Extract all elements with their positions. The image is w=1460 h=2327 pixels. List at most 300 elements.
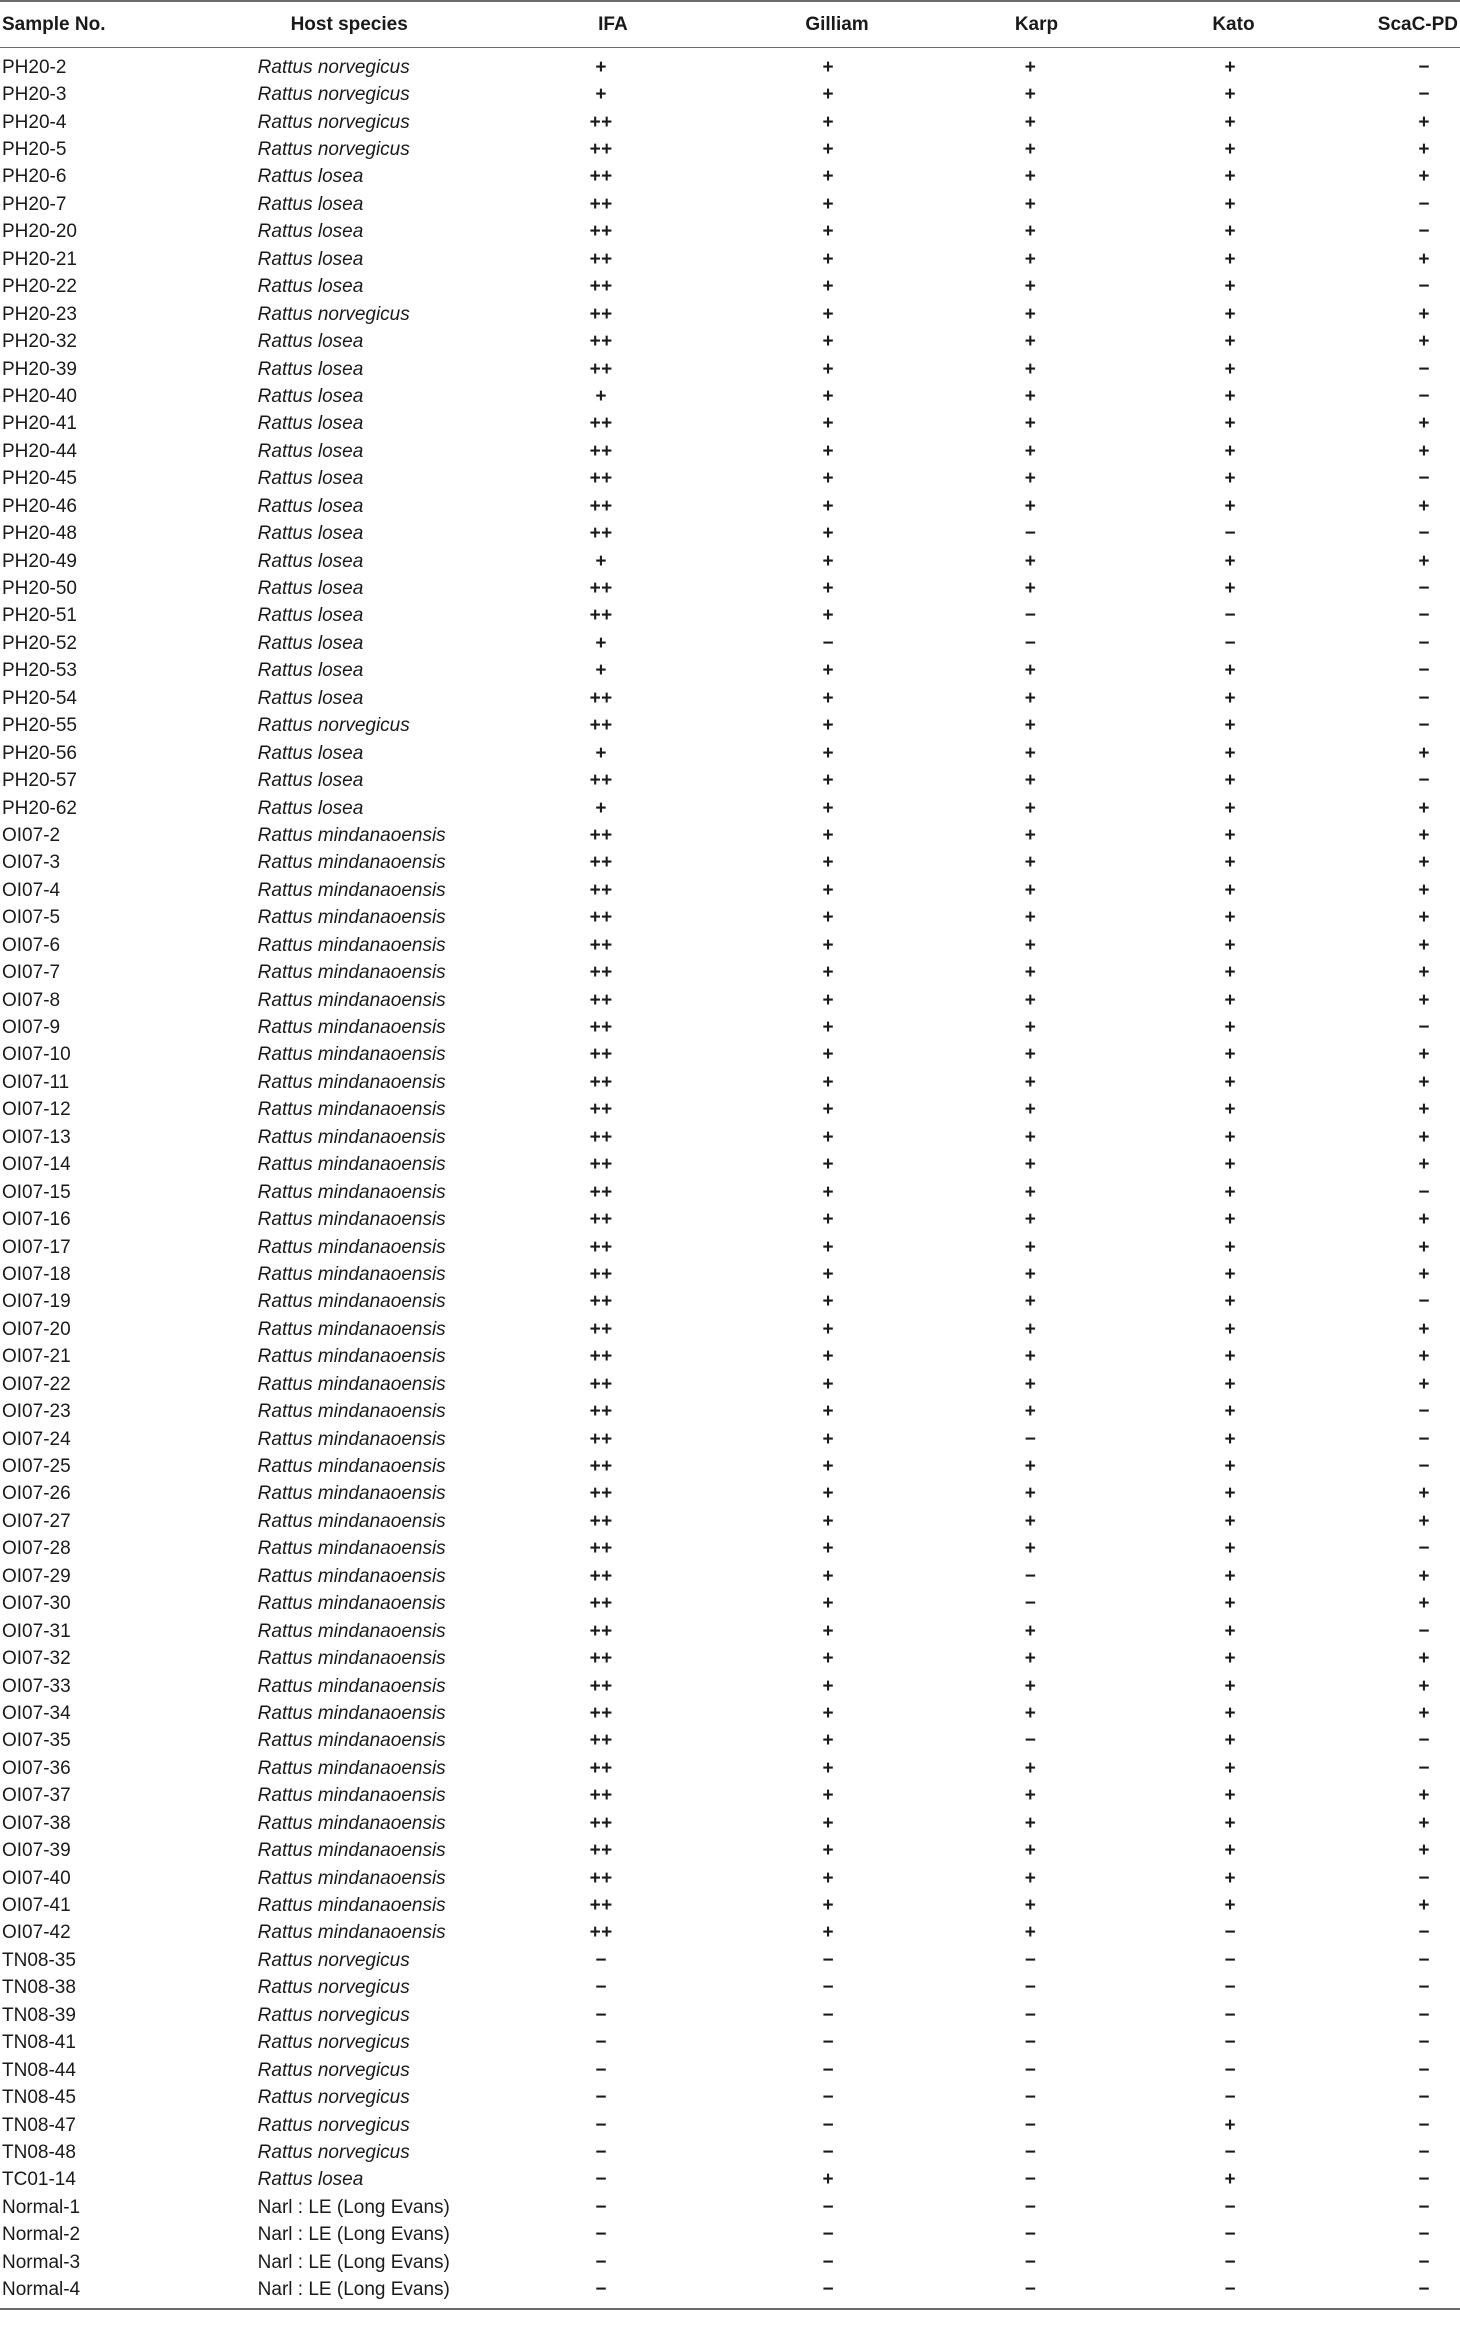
cell-ifa: ++ — [589, 1428, 613, 1450]
cell-sample-no: OI07-4 — [2, 879, 61, 901]
cell-ifa: ++ — [589, 1785, 613, 1807]
cell-karp: + — [1024, 468, 1037, 490]
cell-gilliam: + — [822, 111, 835, 133]
cell-kato: + — [1224, 1648, 1237, 1670]
table-row — [0, 1371, 1460, 1398]
cell-gilliam: + — [822, 2169, 835, 2191]
cell-ifa: ++ — [589, 221, 613, 243]
cell-kato: + — [1224, 907, 1237, 929]
cell-karp: − — [1024, 1730, 1037, 1752]
cell-kato: + — [1224, 1895, 1237, 1917]
cell-gilliam: + — [822, 907, 835, 929]
cell-ifa: ++ — [589, 440, 613, 462]
cell-ifa: ++ — [589, 1291, 613, 1313]
cell-karp: + — [1024, 1702, 1037, 1724]
cell-gilliam: + — [822, 276, 835, 298]
cell-ifa: − — [595, 2251, 607, 2273]
cell-gilliam: + — [822, 742, 835, 764]
cell-sample-no: PH20-51 — [2, 605, 77, 627]
cell-scac-pd: − — [1418, 2032, 1430, 2054]
cell-sample-no: PH20-55 — [2, 715, 77, 737]
cell-kato: + — [1224, 1373, 1237, 1395]
cell-sample-no: OI07-30 — [2, 1593, 71, 1615]
cell-kato: + — [1224, 1291, 1237, 1313]
cell-ifa: ++ — [589, 1702, 613, 1724]
cell-host-species: Rattus mindanaoensis — [257, 1181, 446, 1203]
cell-host-species: Rattus mindanaoensis — [257, 1291, 446, 1313]
table-row — [0, 1892, 1460, 1919]
cell-karp: + — [1024, 1346, 1037, 1368]
cell-host-species: Rattus mindanaoensis — [257, 1126, 446, 1148]
cell-ifa: ++ — [589, 770, 613, 792]
table-row — [0, 1426, 1460, 1453]
cell-kato: − — [1224, 2087, 1237, 2109]
cell-sample-no: OI07-23 — [2, 1401, 71, 1423]
table-row — [0, 191, 1460, 218]
cell-scac-pd: + — [1418, 879, 1430, 901]
cell-kato: − — [1224, 2032, 1237, 2054]
cell-kato: + — [1224, 248, 1237, 270]
cell-host-species: Narl : LE (Long Evans) — [257, 2224, 450, 2246]
cell-host-species: Rattus norvegicus — [257, 1949, 410, 1971]
cell-ifa: ++ — [589, 1620, 613, 1642]
cell-gilliam: + — [822, 1730, 835, 1752]
cell-karp: + — [1024, 385, 1037, 407]
cell-ifa: ++ — [589, 1483, 613, 1505]
cell-sample-no: OI07-19 — [2, 1291, 71, 1313]
cell-scac-pd: + — [1418, 1263, 1430, 1285]
cell-gilliam: + — [822, 1565, 835, 1587]
cell-scac-pd: + — [1418, 962, 1430, 984]
cell-ifa: − — [595, 2004, 607, 2026]
table-row — [0, 1783, 1460, 1810]
cell-scac-pd: − — [1418, 385, 1430, 407]
table-row — [0, 987, 1460, 1014]
cell-karp: + — [1024, 1785, 1037, 1807]
cell-karp: + — [1024, 879, 1037, 901]
cell-gilliam: + — [822, 1840, 835, 1862]
cell-scac-pd: − — [1418, 221, 1430, 243]
table-row — [0, 932, 1460, 959]
cell-ifa: ++ — [589, 1209, 613, 1231]
table-row — [0, 1453, 1460, 1480]
cell-scac-pd: + — [1418, 934, 1430, 956]
table-row — [0, 1069, 1460, 1096]
cell-kato: − — [1224, 1977, 1237, 1999]
cell-kato: + — [1224, 193, 1237, 215]
cell-host-species: Rattus mindanaoensis — [257, 1236, 446, 1258]
cell-kato: − — [1224, 2224, 1237, 2246]
cell-scac-pd: + — [1418, 852, 1430, 874]
table-row — [0, 603, 1460, 630]
cell-scac-pd: − — [1418, 715, 1430, 737]
cell-scac-pd: − — [1418, 1181, 1430, 1203]
cell-sample-no: TN08-45 — [2, 2087, 76, 2109]
cell-host-species: Rattus mindanaoensis — [257, 934, 446, 956]
table-row — [0, 850, 1460, 877]
cell-ifa: + — [595, 550, 607, 572]
cell-karp: + — [1024, 797, 1037, 819]
table-row — [0, 685, 1460, 712]
cell-gilliam: + — [822, 1154, 835, 1176]
cell-kato: + — [1224, 1702, 1237, 1724]
cell-karp: + — [1024, 440, 1037, 462]
cell-gilliam: + — [822, 715, 835, 737]
cell-sample-no: TN08-44 — [2, 2059, 76, 2081]
cell-host-species: Rattus norvegicus — [257, 2114, 410, 2136]
cell-host-species: Rattus mindanaoensis — [257, 1895, 446, 1917]
cell-gilliam: + — [822, 1895, 835, 1917]
cell-kato: + — [1224, 166, 1237, 188]
table-row — [0, 438, 1460, 465]
cell-host-species: Rattus norvegicus — [257, 1977, 410, 1999]
cell-gilliam: − — [822, 2141, 835, 2163]
cell-host-species: Rattus losea — [257, 797, 364, 819]
table-row — [0, 905, 1460, 932]
cell-sample-no: OI07-24 — [2, 1428, 71, 1450]
table-row — [0, 1618, 1460, 1645]
cell-scac-pd: − — [1418, 2169, 1430, 2191]
cell-karp: + — [1024, 495, 1037, 517]
cell-scac-pd: − — [1418, 2196, 1430, 2218]
cell-kato: − — [1224, 2004, 1237, 2026]
cell-ifa: ++ — [589, 523, 613, 545]
cell-ifa: ++ — [589, 1510, 613, 1532]
cell-kato: + — [1224, 1538, 1237, 1560]
cell-kato: + — [1224, 1346, 1237, 1368]
cell-kato: + — [1224, 468, 1237, 490]
cell-gilliam: + — [822, 660, 835, 682]
cell-ifa: ++ — [589, 907, 613, 929]
cell-sample-no: TC01-14 — [2, 2169, 76, 2191]
table-bottom-rule — [0, 2308, 1460, 2310]
cell-host-species: Rattus losea — [257, 660, 364, 682]
cell-ifa: − — [595, 2032, 607, 2054]
cell-gilliam: + — [822, 934, 835, 956]
table-row — [0, 877, 1460, 904]
cell-kato: + — [1224, 1593, 1237, 1615]
cell-karp: + — [1024, 193, 1037, 215]
cell-scac-pd: − — [1418, 1456, 1430, 1478]
cell-ifa: − — [595, 2114, 607, 2136]
cell-host-species: Rattus losea — [257, 193, 364, 215]
cell-ifa: ++ — [589, 1071, 613, 1093]
cell-kato: − — [1224, 2059, 1237, 2081]
cell-gilliam: + — [822, 139, 835, 161]
cell-kato: + — [1224, 1428, 1237, 1450]
cell-host-species: Rattus losea — [257, 687, 364, 709]
cell-karp: − — [1024, 2196, 1037, 2218]
table-row — [0, 1398, 1460, 1425]
table-row — [0, 1152, 1460, 1179]
cell-kato: − — [1224, 605, 1237, 627]
cell-host-species: Rattus mindanaoensis — [257, 1730, 446, 1752]
cell-ifa: ++ — [589, 331, 613, 353]
cell-ifa: ++ — [589, 1154, 613, 1176]
cell-karp: + — [1024, 1209, 1037, 1231]
cell-gilliam: − — [822, 1949, 835, 1971]
table-header — [0, 2, 1460, 47]
cell-sample-no: OI07-14 — [2, 1154, 71, 1176]
table-row — [0, 383, 1460, 410]
cell-gilliam: + — [822, 166, 835, 188]
cell-kato: − — [1224, 2141, 1237, 2163]
table-row — [0, 219, 1460, 246]
cell-karp: + — [1024, 1236, 1037, 1258]
cell-host-species: Rattus mindanaoensis — [257, 1757, 446, 1779]
cell-ifa: − — [595, 2059, 607, 2081]
cell-sample-no: OI07-32 — [2, 1648, 71, 1670]
cell-karp: − — [1024, 2032, 1037, 2054]
cell-ifa: + — [595, 797, 607, 819]
header-ifa: IFA — [598, 13, 628, 35]
cell-scac-pd: + — [1418, 1044, 1430, 1066]
cell-sample-no: PH20-52 — [2, 632, 77, 654]
cell-scac-pd: − — [1418, 2141, 1430, 2163]
table-row — [0, 2194, 1460, 2221]
cell-scac-pd: + — [1418, 1675, 1430, 1697]
cell-karp: − — [1024, 1565, 1037, 1587]
cell-host-species: Rattus losea — [257, 2169, 364, 2191]
cell-host-species: Rattus losea — [257, 385, 364, 407]
cell-karp: − — [1024, 2114, 1037, 2136]
cell-scac-pd: − — [1418, 770, 1430, 792]
cell-ifa: − — [595, 2279, 607, 2301]
cell-scac-pd: − — [1418, 632, 1430, 654]
cell-sample-no: TN08-48 — [2, 2141, 76, 2163]
cell-host-species: Rattus losea — [257, 166, 364, 188]
cell-karp: − — [1024, 1949, 1037, 1971]
table-row — [0, 1920, 1460, 1947]
table-row — [0, 1645, 1460, 1672]
cell-host-species: Rattus losea — [257, 248, 364, 270]
cell-scac-pd: − — [1418, 687, 1430, 709]
cell-sample-no: PH20-6 — [2, 166, 67, 188]
cell-host-species: Rattus losea — [257, 221, 364, 243]
cell-sample-no: OI07-28 — [2, 1538, 71, 1560]
cell-sample-no: OI07-40 — [2, 1867, 71, 1889]
cell-ifa: ++ — [589, 111, 613, 133]
cell-karp: + — [1024, 770, 1037, 792]
cell-kato: + — [1224, 440, 1237, 462]
table-row — [0, 2112, 1460, 2139]
cell-sample-no: OI07-17 — [2, 1236, 71, 1258]
cell-scac-pd: − — [1418, 84, 1430, 106]
cell-sample-no: PH20-62 — [2, 797, 77, 819]
cell-scac-pd: + — [1418, 824, 1430, 846]
cell-gilliam: + — [822, 1867, 835, 1889]
cell-sample-no: OI07-5 — [2, 907, 61, 929]
header-sample-no: Sample No. — [2, 13, 106, 35]
cell-gilliam: + — [822, 1510, 835, 1532]
cell-scac-pd: − — [1418, 1538, 1430, 1560]
cell-sample-no: PH20-20 — [2, 221, 77, 243]
cell-gilliam: + — [822, 1044, 835, 1066]
cell-gilliam: + — [822, 824, 835, 846]
cell-scac-pd: − — [1418, 2251, 1430, 2273]
cell-host-species: Rattus mindanaoensis — [257, 1785, 446, 1807]
cell-karp: + — [1024, 1922, 1037, 1944]
cell-gilliam: + — [822, 1373, 835, 1395]
cell-karp: + — [1024, 989, 1037, 1011]
cell-kato: + — [1224, 1757, 1237, 1779]
cell-scac-pd: − — [1418, 605, 1430, 627]
cell-sample-no: PH20-23 — [2, 303, 77, 325]
cell-sample-no: PH20-48 — [2, 523, 77, 545]
cell-kato: + — [1224, 495, 1237, 517]
table-row — [0, 2276, 1460, 2303]
cell-ifa: ++ — [589, 1730, 613, 1752]
cell-karp: + — [1024, 1017, 1037, 1039]
cell-host-species: Rattus losea — [257, 413, 364, 435]
cell-ifa: ++ — [589, 934, 613, 956]
cell-ifa: ++ — [589, 413, 613, 435]
cell-gilliam: + — [822, 1702, 835, 1724]
cell-sample-no: TN08-38 — [2, 1977, 76, 1999]
cell-host-species: Rattus mindanaoensis — [257, 1483, 446, 1505]
cell-karp: − — [1024, 2004, 1037, 2026]
cell-gilliam: − — [822, 2004, 835, 2026]
cell-kato: + — [1224, 2114, 1237, 2136]
cell-sample-no: PH20-50 — [2, 578, 77, 600]
cell-sample-no: TN08-39 — [2, 2004, 76, 2026]
cell-karp: + — [1024, 578, 1037, 600]
cell-host-species: Rattus mindanaoensis — [257, 907, 446, 929]
cell-gilliam: + — [822, 248, 835, 270]
cell-sample-no: PH20-7 — [2, 193, 67, 215]
table-row — [0, 713, 1460, 740]
cell-gilliam: − — [822, 2087, 835, 2109]
cell-karp: − — [1024, 523, 1037, 545]
cell-sample-no: OI07-10 — [2, 1044, 71, 1066]
cell-karp: + — [1024, 166, 1037, 188]
table-row — [0, 1014, 1460, 1041]
cell-ifa: + — [595, 56, 607, 78]
cell-ifa: ++ — [589, 605, 613, 627]
cell-karp: + — [1024, 358, 1037, 380]
cell-kato: + — [1224, 1126, 1237, 1148]
cell-sample-no: OI07-33 — [2, 1675, 71, 1697]
cell-sample-no: PH20-46 — [2, 495, 77, 517]
cell-scac-pd: − — [1418, 1949, 1430, 1971]
cell-gilliam: + — [822, 1263, 835, 1285]
table-row — [0, 1755, 1460, 1782]
header-karp: Karp — [1014, 13, 1059, 35]
table-row — [0, 1947, 1460, 1974]
table-row — [0, 1563, 1460, 1590]
cell-host-species: Rattus mindanaoensis — [257, 1318, 446, 1340]
cell-gilliam: + — [822, 331, 835, 353]
cell-karp: + — [1024, 1895, 1037, 1917]
cell-sample-no: OI07-12 — [2, 1099, 71, 1121]
table-row — [0, 1179, 1460, 1206]
table-row — [0, 1206, 1460, 1233]
cell-scac-pd: − — [1418, 1291, 1430, 1313]
table-row — [0, 328, 1460, 355]
cell-karp: − — [1024, 2059, 1037, 2081]
cell-karp: + — [1024, 660, 1037, 682]
cell-sample-no: PH20-4 — [2, 111, 67, 133]
cell-kato: + — [1224, 715, 1237, 737]
header-scac-pd: ScaC-PD — [1377, 13, 1459, 35]
cell-sample-no: Normal-3 — [2, 2251, 81, 2273]
cell-scac-pd: + — [1418, 907, 1430, 929]
cell-ifa: ++ — [589, 1181, 613, 1203]
cell-sample-no: Normal-4 — [2, 2279, 81, 2301]
cell-gilliam: + — [822, 495, 835, 517]
cell-scac-pd: − — [1418, 2059, 1430, 2081]
cell-karp: + — [1024, 1456, 1037, 1478]
cell-scac-pd: + — [1418, 1895, 1430, 1917]
table-row — [0, 493, 1460, 520]
cell-ifa: − — [595, 2141, 607, 2163]
cell-ifa: ++ — [589, 358, 613, 380]
cell-gilliam: + — [822, 1401, 835, 1423]
cell-gilliam: + — [822, 797, 835, 819]
cell-karp: + — [1024, 550, 1037, 572]
cell-sample-no: OI07-11 — [2, 1071, 70, 1093]
cell-sample-no: OI07-7 — [2, 962, 61, 984]
cell-gilliam: + — [822, 358, 835, 380]
table-row — [0, 1536, 1460, 1563]
table-row — [0, 1508, 1460, 1535]
cell-ifa: ++ — [589, 1346, 613, 1368]
cell-kato: + — [1224, 1730, 1237, 1752]
cell-karp: + — [1024, 1181, 1037, 1203]
cell-sample-no: OI07-41 — [2, 1895, 71, 1917]
cell-kato: + — [1224, 879, 1237, 901]
cell-kato: + — [1224, 1867, 1237, 1889]
cell-gilliam: + — [822, 221, 835, 243]
cell-kato: + — [1224, 1483, 1237, 1505]
cell-scac-pd: + — [1418, 1593, 1430, 1615]
cell-scac-pd: − — [1418, 2004, 1430, 2026]
cell-gilliam: − — [822, 2251, 835, 2273]
cell-ifa: ++ — [589, 1757, 613, 1779]
cell-sample-no: PH20-57 — [2, 770, 77, 792]
cell-sample-no: PH20-5 — [2, 139, 67, 161]
cell-host-species: Rattus mindanaoensis — [257, 1044, 446, 1066]
cell-karp: + — [1024, 111, 1037, 133]
cell-kato: − — [1224, 523, 1237, 545]
cell-gilliam: + — [822, 1181, 835, 1203]
cell-ifa: ++ — [589, 1401, 613, 1423]
cell-host-species: Rattus losea — [257, 523, 364, 545]
cell-sample-no: OI07-20 — [2, 1318, 71, 1340]
cell-host-species: Rattus mindanaoensis — [257, 1675, 446, 1697]
cell-kato: − — [1224, 2279, 1237, 2301]
cell-gilliam: + — [822, 193, 835, 215]
cell-gilliam: − — [822, 2196, 835, 2218]
cell-host-species: Rattus mindanaoensis — [257, 1099, 446, 1121]
cell-karp: + — [1024, 1538, 1037, 1560]
cell-gilliam: + — [822, 1538, 835, 1560]
cell-sample-no: OI07-9 — [2, 1017, 61, 1039]
cell-host-species: Rattus mindanaoensis — [257, 1263, 446, 1285]
cell-kato: − — [1224, 1922, 1237, 1944]
cell-sample-no: PH20-21 — [2, 248, 77, 270]
table-row — [0, 1124, 1460, 1151]
cell-sample-no: PH20-32 — [2, 331, 77, 353]
cell-ifa: ++ — [589, 852, 613, 874]
cell-scac-pd: − — [1418, 2087, 1430, 2109]
cell-kato: + — [1224, 1044, 1237, 1066]
cell-karp: + — [1024, 852, 1037, 874]
cell-kato: − — [1224, 632, 1237, 654]
cell-ifa: ++ — [589, 1538, 613, 1560]
cell-gilliam: + — [822, 1785, 835, 1807]
cell-sample-no: OI07-2 — [2, 824, 61, 846]
